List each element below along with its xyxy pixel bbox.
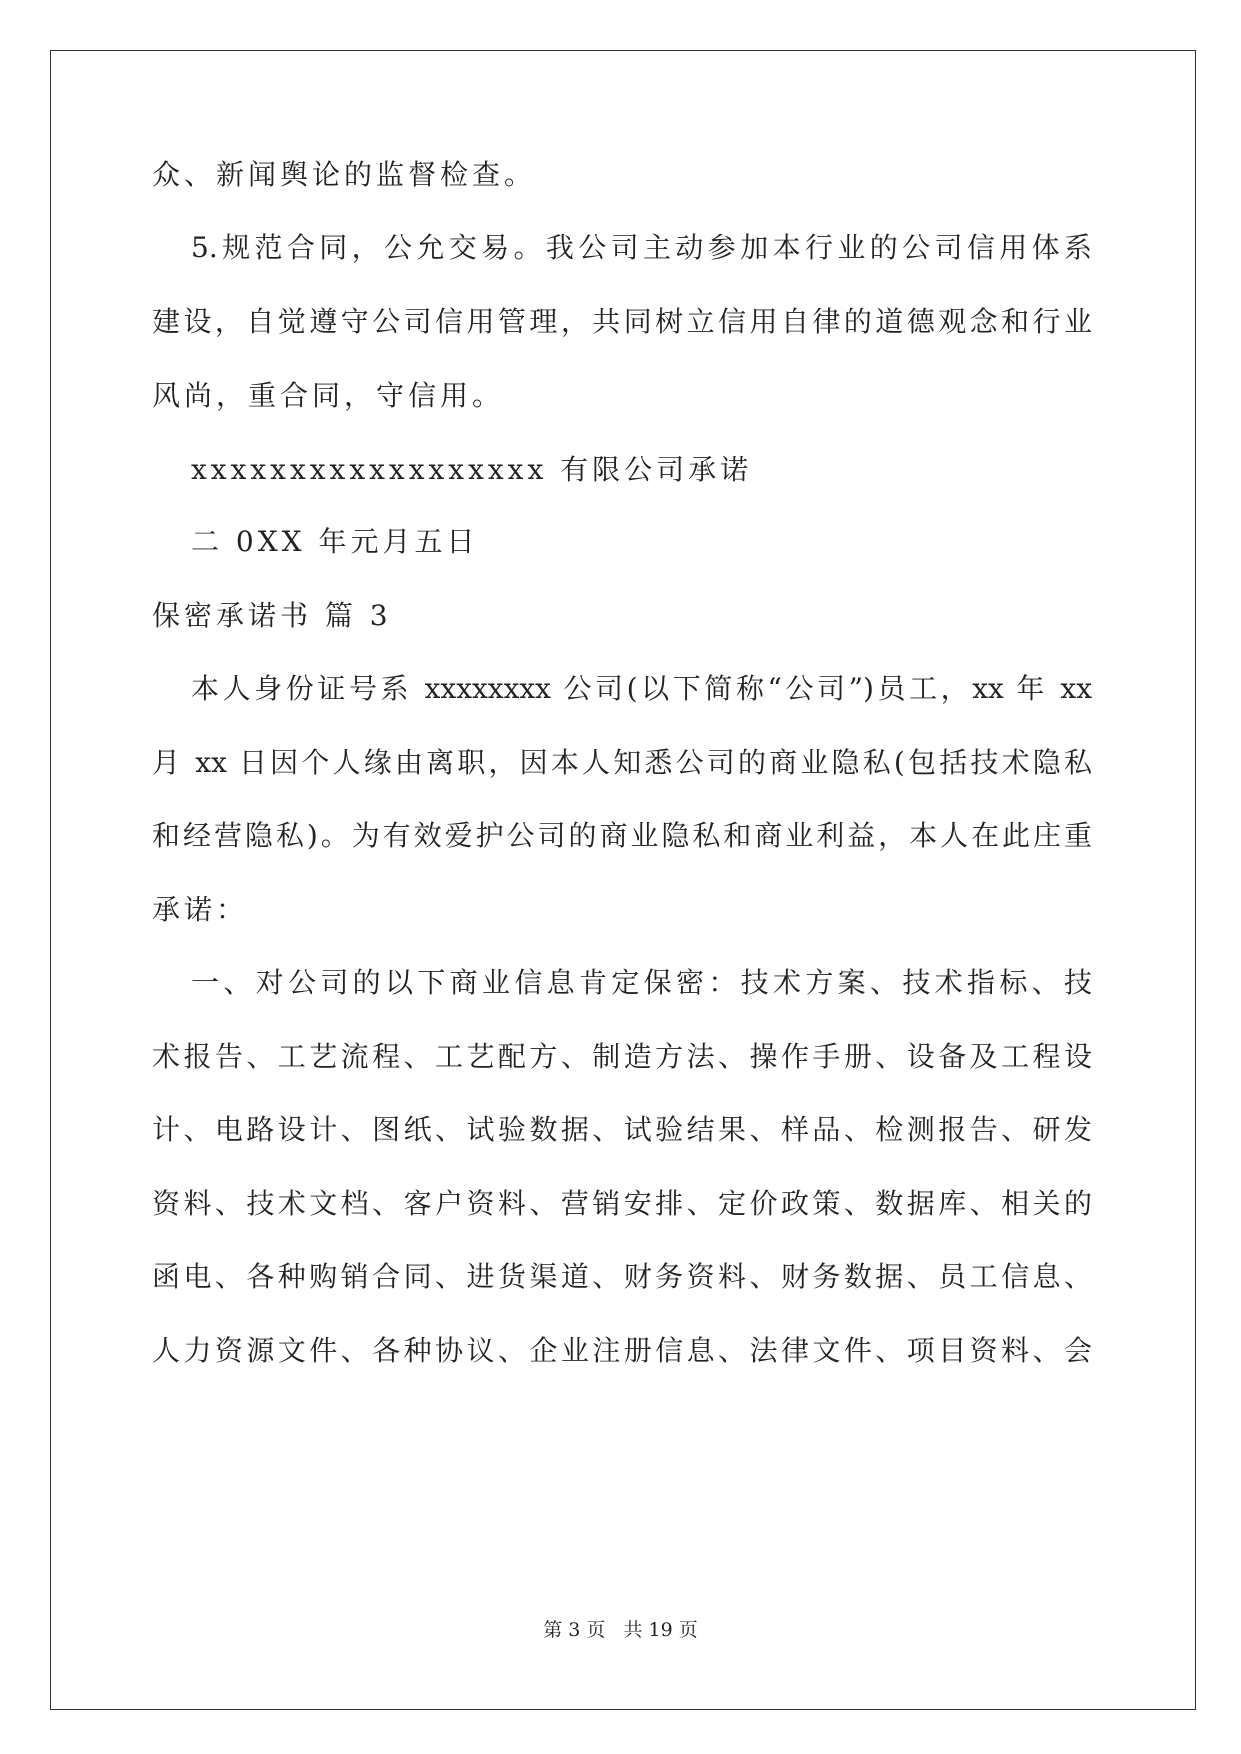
- text-line: 术报告、工艺流程、工艺配方、制造方法、操作手册、设备及工程设: [152, 1040, 1092, 1073]
- text-line: 5.规范合同，公允交易。我公司主动参加本行业的公司信用体系: [191, 231, 1092, 264]
- page-border: [50, 50, 1196, 1710]
- text-line: 风尚，重合同，守信用。: [152, 379, 505, 412]
- signature-company: xxxxxxxxxxxxxxxxxx 有限公司承诺: [191, 453, 753, 486]
- signature-date: 二 0XX 年元月五日: [191, 525, 479, 558]
- text-line: 函电、各种购销合同、进货渠道、财务资料、财务数据、员工信息、: [152, 1260, 1092, 1293]
- text-line: 和经营隐私)。为有效爱护公司的商业隐私和商业利益，本人在此庄重: [152, 819, 1092, 852]
- page-number: 第 3 页: [543, 1619, 606, 1641]
- text-line: 资料、技术文档、客户资料、营销安排、定价政策、数据库、相关的: [152, 1187, 1092, 1220]
- text-line: 月 xx 日因个人缘由离职，因本人知悉公司的商业隐私(包括技术隐私: [152, 746, 1092, 779]
- text-line: 众、新闻舆论的监督检查。: [152, 158, 537, 191]
- text-line: 一、对公司的以下商业信息肯定保密：技术方案、技术指标、技: [191, 966, 1092, 999]
- text-line: 承诺：: [152, 893, 249, 926]
- page-total: 共 19 页: [623, 1619, 698, 1641]
- text-line: 建设，自觉遵守公司信用管理，共同树立信用自律的道德观念和行业: [152, 305, 1092, 338]
- text-line: 计、电路设计、图纸、试验数据、试验结果、样品、检测报告、研发: [152, 1113, 1092, 1146]
- page-footer: [0, 1618, 1241, 1642]
- section-heading: 保密承诺书 篇 3: [152, 599, 392, 632]
- text-line: 本人身份证号系 xxxxxxxx 公司(以下简称“公司”)员工，xx 年 xx: [191, 672, 1092, 705]
- text-line: 人力资源文件、各种协议、企业注册信息、法律文件、项目资料、会: [152, 1334, 1092, 1367]
